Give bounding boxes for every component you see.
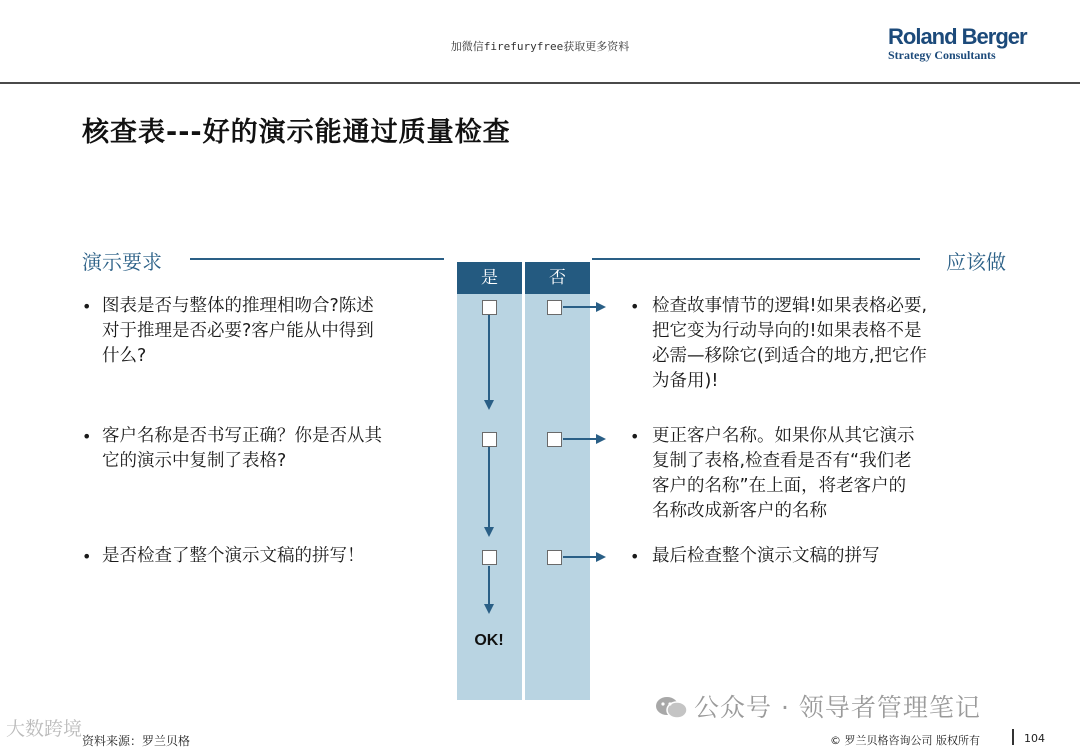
wechat-icon — [654, 695, 688, 719]
requirement-1 — [102, 294, 442, 369]
action-1-line: 检查故事情节的逻辑!如果表格必要, — [652, 296, 928, 316]
requirement-3 — [102, 544, 442, 569]
header-note: 加微信firefuryfree获取更多资料 — [450, 40, 630, 53]
page-number: 104 — [1024, 732, 1045, 745]
footer-separator — [1012, 729, 1014, 745]
watermark-left: 大数跨境 — [6, 718, 83, 740]
action-2-line: 更正客户名称。如果你从其它演示 — [652, 426, 915, 446]
requirement-1-line: 什么? — [102, 346, 147, 366]
checkbox-yes-3[interactable] — [482, 550, 497, 565]
ok-label: OK! — [474, 632, 504, 649]
logo-main-text: Roland Berger — [888, 24, 1027, 49]
section-header-actions: 应该做 — [946, 250, 1006, 274]
action-3-line: 最后检查整个演示文稿的拼写 — [652, 546, 880, 566]
page-title: 核查表---好的演示能通过质量检查 — [82, 117, 511, 148]
requirement-2-line: 它的演示中复制了表格? — [102, 451, 287, 471]
requirement-3-line: 是否检查了整个演示文稿的拼写！ — [102, 546, 365, 566]
action-2-line: 复制了表格,检查看是否有“我们老 — [652, 451, 912, 471]
action-2-line: 客户的名称”在上面，将老客户的 — [652, 476, 907, 496]
checkbox-yes-1[interactable] — [482, 300, 497, 315]
requirement-1-line: 图表是否与整体的推理相吻合?陈述 — [102, 296, 374, 316]
bullet-right-3: • — [630, 547, 640, 566]
watermark-wechat — [654, 688, 981, 724]
requirement-2 — [102, 424, 442, 474]
checkbox-no-1[interactable] — [547, 300, 562, 315]
requirement-1-line: 对于推理是否必要?客户能从中得到 — [102, 321, 374, 341]
action-1-line: 必需—移除它(到适合的地方,把它作 — [652, 346, 927, 366]
requirement-2-line: 客户名称是否书写正确？你是否从其 — [102, 426, 382, 446]
bullet-left-1: • — [82, 297, 92, 316]
section-header-requirements: 演示要求 — [82, 250, 162, 274]
bullet-right-2: • — [630, 427, 640, 446]
column-header-yes: 是 — [457, 262, 522, 294]
logo-sub-text: Strategy Consultants — [888, 48, 996, 62]
bullet-left-2: • — [82, 427, 92, 446]
action-2 — [652, 424, 992, 524]
source-note: 资料来源：罗兰贝格 — [82, 734, 191, 748]
action-2-line: 名称改成新客户的名称 — [652, 501, 827, 521]
action-3 — [652, 544, 992, 569]
checkbox-yes-2[interactable] — [482, 432, 497, 447]
watermark-wechat-text: 公众号 · 领导者管理笔记 — [694, 693, 981, 722]
copyright-note: © 罗兰贝格咨询公司 版权所有 — [830, 734, 980, 747]
checkbox-no-2[interactable] — [547, 432, 562, 447]
action-1-line: 为备用)! — [652, 371, 719, 391]
bullet-right-1: • — [630, 297, 640, 316]
checkbox-no-3[interactable] — [547, 550, 562, 565]
action-1-line: 把它变为行动导向的!如果表格不是 — [652, 321, 922, 341]
bullet-left-3: • — [82, 547, 92, 566]
action-1 — [652, 294, 992, 394]
column-header-no: 否 — [525, 262, 590, 294]
